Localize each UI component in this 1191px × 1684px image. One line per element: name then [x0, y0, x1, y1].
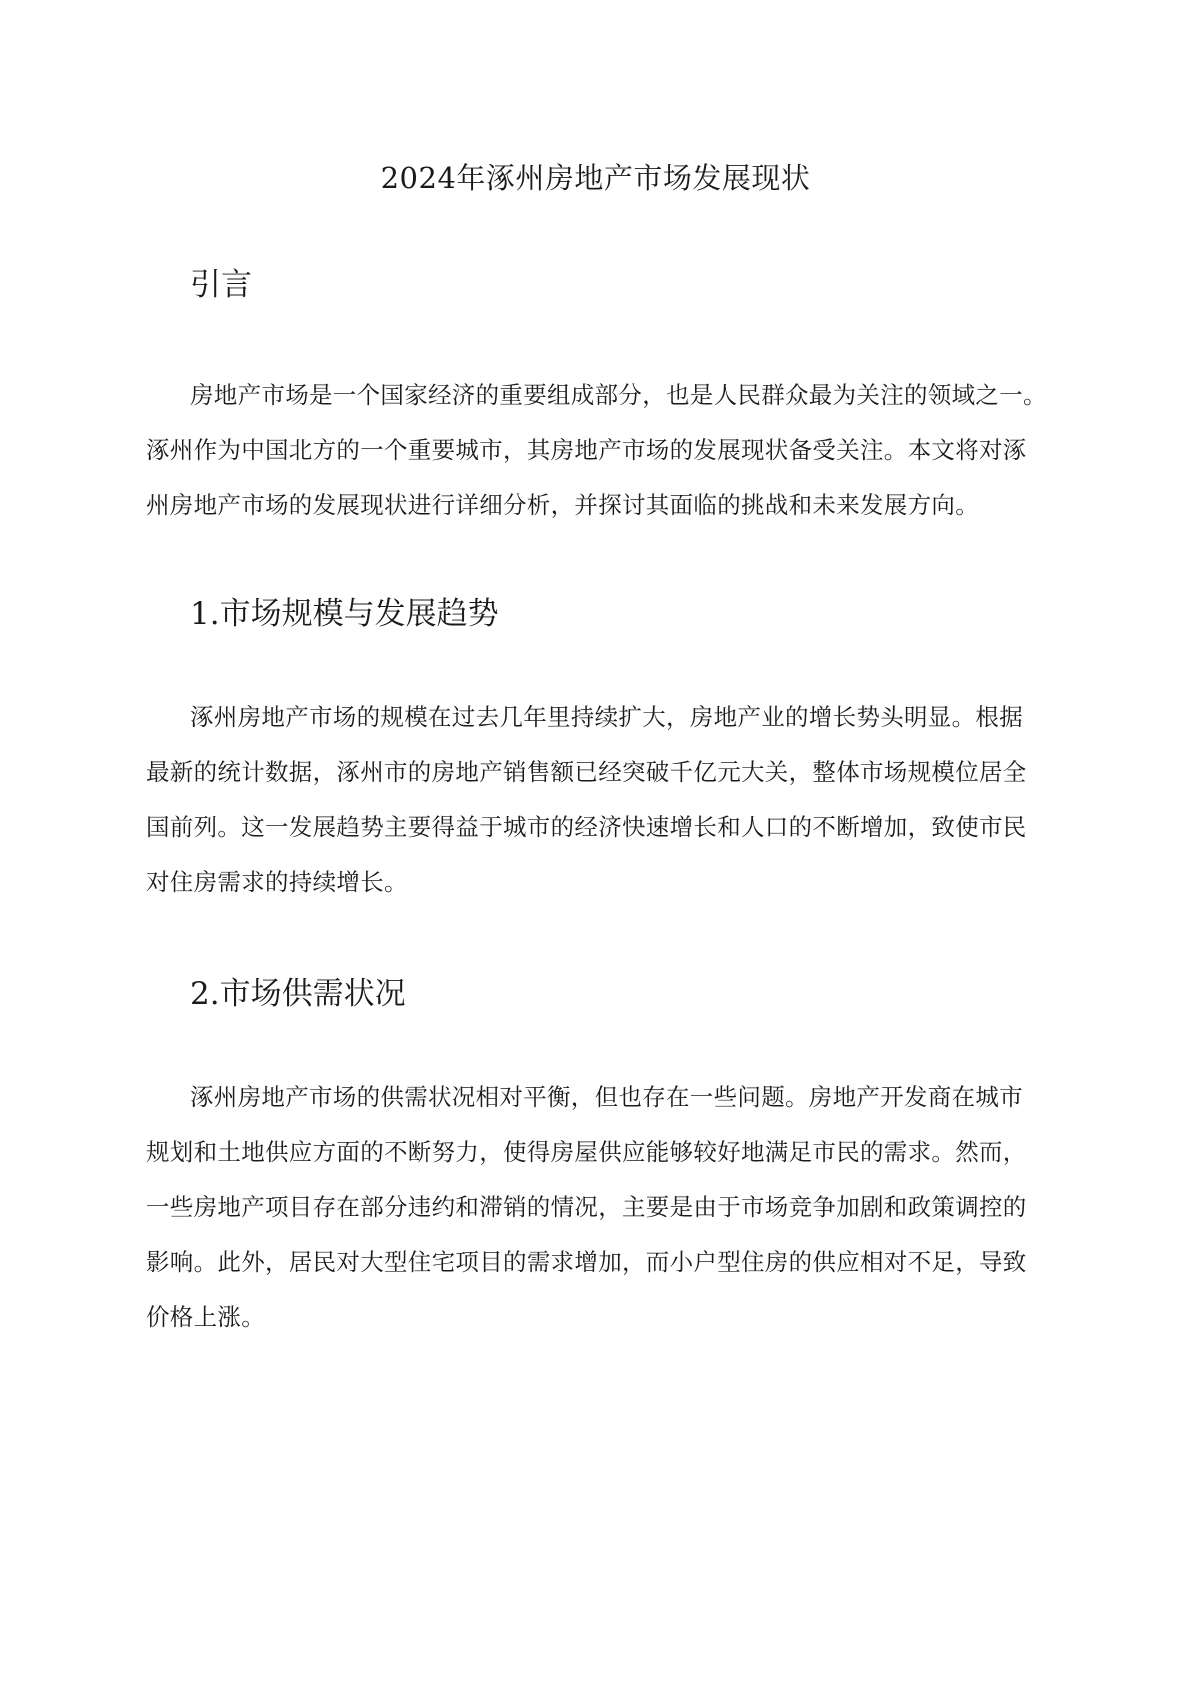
- paragraph-market-scale: [146, 690, 1051, 910]
- paragraph-line: 州房地产市场的发展现状进行详细分析，并探讨其面临的挑战和未来发展方向。: [146, 491, 979, 519]
- section-heading-market-scale: 1.市场规模与发展趋势: [190, 596, 499, 632]
- section-heading-supply-demand: 2.市场供需状况: [190, 976, 406, 1012]
- paragraph-intro: [146, 368, 1051, 533]
- section-heading-intro: 引言: [190, 267, 252, 303]
- document-title: 2024年涿州房地产市场发展现状: [380, 161, 811, 195]
- paragraph-line: 规划和土地供应方面的不断努力，使得房屋供应能够较好地满足市民的需求。然而，: [146, 1138, 1027, 1166]
- paragraph-line: 影响。此外，居民对大型住宅项目的需求增加，而小户型住房的供应相对不足，导致: [146, 1248, 1027, 1276]
- paragraph-line: 一些房地产项目存在部分违约和滞销的情况，主要是由于市场竞争加剧和政策调控的: [146, 1193, 1027, 1221]
- paragraph-line: 涿州房地产市场的规模在过去几年里持续扩大，房地产业的增长势头明显。根据: [190, 703, 1023, 731]
- paragraph-line: 对住房需求的持续增长。: [146, 868, 408, 896]
- paragraph-line: 国前列。这一发展趋势主要得益于城市的经济快速增长和人口的不断增加，致使市民: [146, 813, 1027, 841]
- paragraph-line: 涿州房地产市场的供需状况相对平衡，但也存在一些问题。房地产开发商在城市: [190, 1083, 1023, 1111]
- paragraph-line: 房地产市场是一个国家经济的重要组成部分，也是人民群众最为关注的领域之一。: [190, 381, 1047, 409]
- paragraph-line: 最新的统计数据，涿州市的房地产销售额已经突破千亿元大关，整体市场规模位居全: [146, 758, 1027, 786]
- paragraph-line: 涿州作为中国北方的一个重要城市，其房地产市场的发展现状备受关注。本文将对涿: [146, 436, 1027, 464]
- paragraph-line: 价格上涨。: [146, 1303, 265, 1331]
- paragraph-supply-demand: [146, 1070, 1051, 1345]
